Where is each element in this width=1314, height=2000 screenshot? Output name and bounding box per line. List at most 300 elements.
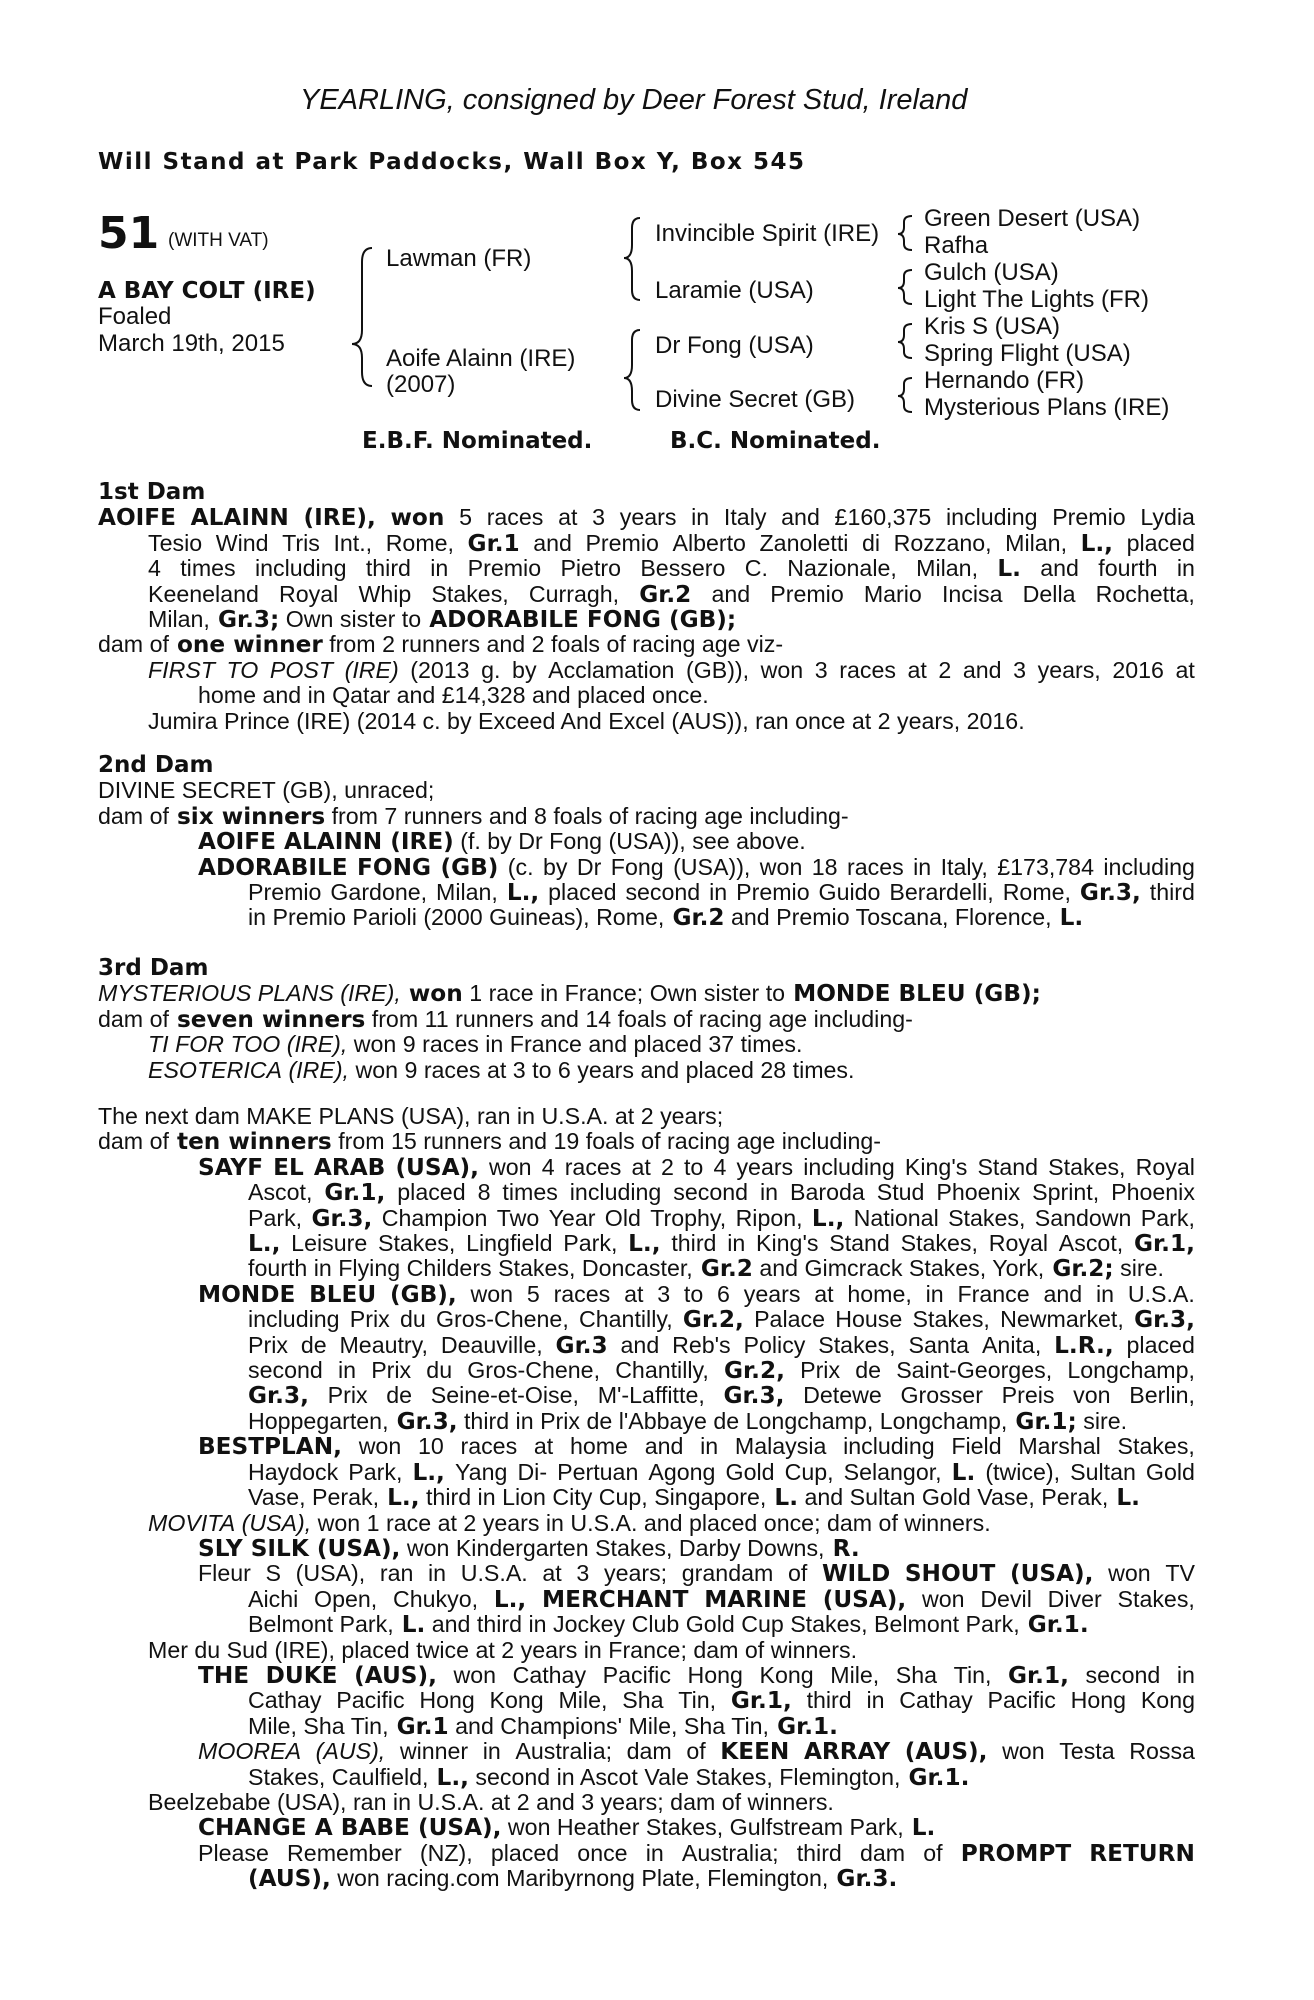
text-line	[98, 1815, 1195, 1840]
text-word: races	[460, 1433, 518, 1460]
text-line	[98, 1058, 1195, 1083]
text-word: 10	[417, 1433, 444, 1460]
bold-text: won	[390, 504, 445, 532]
bold-text: Gr.2,	[682, 1306, 744, 1334]
text-word: Two	[496, 1204, 540, 1231]
text-word: and	[536, 1788, 575, 1815]
text-word: Park,	[348, 1458, 403, 1485]
italic-text: TO	[226, 656, 259, 683]
text-word: to	[401, 606, 422, 633]
text-word: in	[515, 1407, 534, 1434]
text-word: Phoenix	[936, 1179, 1021, 1206]
bold-text: Gr.1;	[1015, 1407, 1077, 1435]
text-word: home	[569, 1433, 628, 1460]
bold-text: Gr.3.	[836, 1865, 898, 1893]
text-word: in	[540, 980, 559, 1007]
text-word: in	[1176, 1661, 1195, 1688]
bold-text: Gr.3,	[248, 1382, 309, 1410]
bold-text: (GB)	[440, 853, 499, 881]
text-word: 37	[708, 1031, 735, 1058]
brace-ds	[898, 324, 912, 358]
text-word: Aichi	[248, 1585, 299, 1612]
text-word: in	[337, 1357, 357, 1384]
text-word: runners	[403, 802, 483, 829]
text-word: 8	[477, 1179, 491, 1206]
text-word: Italy	[723, 504, 767, 531]
bold-text: (AUS),	[354, 1661, 437, 1689]
bold-text: RETURN	[1089, 1839, 1195, 1867]
text-word: Gros-Chene,	[467, 1357, 601, 1384]
section-title	[98, 480, 1195, 505]
lot-number: 51	[98, 208, 160, 259]
text-line	[98, 1383, 1195, 1408]
text-word: 11	[424, 1005, 449, 1032]
text-line	[98, 1206, 1195, 1231]
text-line	[98, 1714, 1195, 1739]
text-word: Lion	[502, 1484, 546, 1511]
text-word: placed	[548, 879, 617, 906]
text-word: de	[586, 1407, 613, 1434]
italic-text: POST	[269, 656, 334, 683]
text-word: Fong	[549, 828, 603, 855]
text-word: Longchamp,	[879, 1407, 1008, 1434]
bold-text: Gr.1.	[777, 1712, 838, 1740]
text-word: Hong	[1070, 1687, 1127, 1714]
text-word: (twice),	[985, 1458, 1061, 1485]
text-word: (USA)),	[673, 853, 751, 880]
text-word: and	[588, 1031, 628, 1058]
text-line	[98, 556, 1195, 581]
bold-text: Gr.2	[639, 580, 692, 608]
brace-sire-line	[624, 218, 640, 300]
text-word: Sultan	[1070, 1458, 1136, 1485]
text-word: years	[520, 1636, 578, 1663]
bold-text: Gr.3	[555, 1331, 608, 1359]
text-word: third	[806, 1687, 852, 1714]
text-word: Newmarket,	[1000, 1306, 1124, 1333]
text-word: in	[925, 1280, 944, 1307]
text-line	[98, 981, 1195, 1006]
text-word: dam	[670, 1788, 716, 1815]
bold-text: MONDE	[198, 1280, 296, 1308]
text-word: placed	[490, 1839, 560, 1866]
text-word: Chantilly,	[615, 1357, 709, 1384]
text-word: PLANS	[318, 1103, 395, 1129]
text-line	[98, 1663, 1195, 1688]
text-word: Guineas),	[489, 904, 590, 931]
text-word: Policy	[743, 1331, 806, 1358]
text-word: Nazionale,	[787, 555, 897, 582]
text-word: ran	[476, 1103, 511, 1129]
text-word: Cup,	[784, 1458, 834, 1485]
text-word: in	[477, 1484, 496, 1511]
bold-text: L.	[774, 1484, 799, 1512]
text-word: age	[768, 1005, 808, 1032]
text-word: Detewe	[803, 1382, 882, 1409]
text-word: of	[787, 1560, 808, 1587]
text-word: Singapore,	[654, 1484, 767, 1511]
text-word: Tin,	[953, 1661, 992, 1688]
text-word: including-	[813, 1005, 913, 1032]
text-word: King's	[904, 1153, 968, 1180]
bold-text: 3rd	[98, 955, 142, 981]
text-word: home,	[847, 1280, 912, 1307]
text-word: won	[470, 1280, 514, 1307]
text-word: Tesio	[148, 529, 203, 556]
text-word: and	[644, 1433, 684, 1460]
text-word: Heather	[556, 1814, 640, 1841]
text-word: Stakes,	[912, 1306, 990, 1333]
text-word: runners	[423, 1128, 502, 1155]
third-gen-4: Light The Lights (FR)	[924, 286, 1149, 313]
text-word: Remember	[287, 1839, 402, 1866]
text-word: c.	[422, 707, 441, 734]
text-word: Rome,	[596, 904, 665, 931]
bold-text: CHANGE	[198, 1814, 307, 1842]
text-word: ran	[352, 1788, 387, 1815]
text-word: years	[577, 1056, 634, 1083]
text-line	[98, 1129, 1195, 1154]
text-word: in	[645, 1839, 664, 1866]
text-word: Palace	[754, 1306, 825, 1333]
bold-text: (IRE)	[390, 828, 454, 856]
text-word: Tin,	[731, 1712, 769, 1739]
text-word: 4	[713, 1153, 727, 1180]
bold-text: Gr.1	[467, 529, 520, 557]
bold-text: won	[408, 980, 463, 1008]
stand-location: Will Stand at Park Paddocks, Wall Box Y, Box 545	[98, 149, 806, 175]
text-word: in	[556, 1763, 575, 1790]
text-word: France	[957, 1280, 1030, 1307]
text-word: Rozzano,	[893, 529, 992, 556]
text-word: by	[512, 656, 537, 683]
bold-text: winners	[261, 1005, 366, 1033]
text-word: Darby	[678, 1534, 741, 1561]
text-word: Park,	[849, 1814, 904, 1841]
text-word: Alberto	[672, 529, 746, 556]
text-word: (c.	[507, 853, 534, 880]
text-word: times.	[792, 1056, 855, 1083]
text-word: Australia;	[515, 1738, 613, 1765]
text-line	[98, 1866, 1195, 1891]
text-word: of	[608, 802, 629, 829]
bold-text: Dam	[154, 752, 214, 778]
text-word: Sud	[226, 1636, 268, 1663]
text-word: TV	[1165, 1560, 1195, 1587]
text-word: of	[673, 1005, 693, 1032]
bold-text: (USA),	[822, 1585, 907, 1613]
text-word: and	[620, 1331, 660, 1358]
text-line	[98, 1638, 1195, 1663]
text-line	[98, 1841, 1195, 1866]
text-word: £173,784	[997, 853, 1094, 880]
text-word: 4	[541, 1153, 555, 1180]
text-line	[98, 1333, 1195, 1358]
text-word: House	[835, 1306, 903, 1333]
bold-text: Dam	[146, 479, 206, 505]
text-word: of	[721, 1788, 742, 1815]
text-word: once.	[651, 682, 709, 709]
text-word: races	[486, 504, 544, 531]
bold-text: DUKE	[265, 1661, 338, 1689]
text-word: Berlin,	[1129, 1382, 1195, 1409]
text-word: Royal	[1135, 1153, 1195, 1180]
bold-text: Gr.1,	[324, 1179, 386, 1207]
text-word: at	[614, 1103, 635, 1129]
text-word: in	[430, 555, 449, 582]
bold-text: WILD	[821, 1560, 891, 1588]
text-word: winner	[399, 1738, 469, 1765]
bold-text: Gr.3,	[311, 1204, 373, 1232]
text-word: 18	[811, 853, 838, 880]
text-word: Pertuan	[557, 1458, 639, 1485]
text-word: of	[923, 1839, 943, 1866]
bold-text: SHOUT	[904, 1560, 996, 1588]
text-word: Stakes,	[645, 1814, 724, 1841]
text-word: Malaysia	[734, 1433, 827, 1460]
text-word: Keeneland	[148, 580, 259, 607]
text-word: 5	[526, 1280, 540, 1307]
text-word: Stakes,	[908, 1255, 987, 1282]
third-gen-7: Hernando (FR)	[924, 367, 1085, 394]
text-word: racing.com	[386, 1865, 500, 1892]
text-line	[98, 1155, 1195, 1180]
text-word: and	[711, 580, 751, 607]
text-word: Champions'	[500, 1712, 623, 1739]
text-word: Trophy,	[650, 1204, 727, 1231]
section-title	[98, 753, 1195, 778]
text-word: Della	[1022, 580, 1076, 607]
text-word: Old	[604, 1204, 641, 1231]
text-word: at	[437, 1509, 457, 1536]
text-word: Stakes,	[378, 1230, 456, 1257]
text-line	[98, 632, 1195, 657]
text-word: dam	[98, 1128, 144, 1155]
dam-name: Aoife Alainn (IRE)	[386, 345, 576, 372]
bold-text: ARRAY	[803, 1738, 891, 1766]
text-word: Ascot,	[1058, 1230, 1124, 1257]
text-word: in	[709, 879, 728, 906]
text-word: Incisa	[941, 580, 1003, 607]
text-word: Sultan	[849, 1484, 916, 1511]
bold-text: (AUS),	[248, 1865, 331, 1893]
text-word: Tris	[282, 529, 320, 556]
text-word: years,	[1037, 656, 1101, 683]
brace-sd	[898, 270, 912, 304]
text-word: Di-	[517, 1458, 548, 1485]
text-word: Wind	[215, 529, 269, 556]
text-word: Pacific	[987, 1687, 1056, 1714]
text-word: and	[640, 1056, 680, 1083]
text-word: dam	[194, 1103, 240, 1129]
italic-text: TOO	[230, 1031, 281, 1058]
bold-text: Gr.2	[672, 904, 725, 932]
text-word: Pacific	[336, 1687, 405, 1714]
text-word: Kong	[489, 1687, 544, 1714]
text-word: home	[198, 682, 257, 709]
text-word: Park,	[248, 1204, 303, 1231]
bold-text: six	[176, 802, 214, 830]
italic-text: (IRE)	[344, 656, 399, 683]
bold-text: Gr.3,	[1134, 1306, 1195, 1334]
text-word: second	[625, 879, 701, 906]
bold-text: ADORABILE	[198, 853, 348, 881]
text-word: Sprint,	[1032, 1179, 1100, 1206]
text-word: (USA),	[400, 1103, 471, 1129]
text-word: Berardelli,	[889, 879, 994, 906]
text-word: Own	[285, 606, 334, 633]
bold-text: (GB);	[973, 980, 1041, 1008]
text-word: Stakes,	[248, 1763, 326, 1790]
text-word: Testa	[1059, 1738, 1115, 1765]
text-word: above.	[736, 828, 806, 855]
text-word: 14	[585, 1005, 612, 1032]
bold-text: ALAINN	[190, 504, 289, 532]
text-word: third	[463, 1407, 510, 1434]
text-word: Club	[631, 1611, 680, 1638]
text-word: races	[423, 1056, 481, 1083]
text-word: of	[149, 802, 169, 829]
text-word: at	[558, 504, 578, 531]
italic-text: (USA),	[241, 1509, 312, 1536]
text-word: Prix	[540, 1407, 580, 1434]
text-word: Ripon,	[735, 1204, 803, 1231]
text-word: York,	[992, 1255, 1045, 1282]
text-word: including-	[781, 1128, 881, 1155]
text-line	[98, 1739, 1195, 1764]
text-word: in	[727, 1230, 746, 1257]
text-word: Kong	[1140, 1687, 1195, 1714]
text-word: dam	[626, 1738, 672, 1765]
text-word: Stakes,	[900, 1230, 978, 1257]
text-line	[98, 855, 1195, 880]
text-word: Rochetta,	[1095, 580, 1195, 607]
text-word: Stakes,	[431, 580, 509, 607]
brace-dd	[898, 378, 912, 412]
text-line	[98, 1561, 1195, 1586]
brace-dam-line	[624, 330, 640, 410]
bold-text: Gr.1,	[1133, 1230, 1195, 1258]
text-word: Vase,	[977, 1484, 1035, 1511]
text-word: in	[392, 1788, 411, 1815]
text-word: in	[545, 1509, 564, 1536]
text-word: 2	[660, 1153, 674, 1180]
text-word: Gulfstream	[729, 1814, 844, 1841]
text-word: won	[921, 1585, 965, 1612]
text-word: Cathay	[512, 1661, 587, 1688]
text-word: times	[502, 1179, 558, 1206]
text-word: 3	[592, 504, 606, 531]
text-word: Perak,	[1041, 1484, 1109, 1511]
text-line	[98, 1790, 1195, 1815]
text-word: foals	[553, 802, 603, 829]
text-word: races	[846, 853, 904, 880]
text-word: Park,	[965, 1611, 1020, 1638]
text-word: race	[488, 980, 534, 1007]
text-word: fourth	[1098, 555, 1158, 582]
bold-text: L.,	[506, 879, 540, 907]
bold-text: ADORABILE	[429, 606, 579, 634]
text-word: Santa	[908, 1331, 970, 1358]
text-word: placed	[685, 1056, 754, 1083]
bold-text: MARINE	[704, 1585, 807, 1613]
text-word: of	[686, 1738, 706, 1765]
text-word: sire.	[1120, 1255, 1164, 1282]
text-word: and	[455, 1712, 494, 1739]
bold-text: Gr.3,	[1079, 879, 1141, 907]
bold-text: Gr.2	[700, 1255, 753, 1283]
text-word: won	[337, 1865, 380, 1892]
text-word: Yang	[454, 1458, 508, 1485]
text-line	[98, 1434, 1195, 1459]
bold-text: 1st	[98, 479, 139, 505]
text-word: of	[878, 1509, 898, 1536]
text-word: Milan,	[916, 555, 979, 582]
text-word: and	[540, 1005, 579, 1032]
text-line	[98, 1256, 1195, 1281]
text-word: viz-	[746, 631, 784, 658]
text-word: years,	[897, 707, 961, 734]
text-word: runners	[401, 631, 481, 658]
text-word: di	[862, 529, 881, 556]
text-word: Flying	[338, 1255, 401, 1282]
text-word: Phoenix	[1111, 1179, 1195, 1206]
text-word: dam	[98, 802, 144, 829]
text-word: Premio	[248, 879, 322, 906]
text-word: foals	[585, 1128, 635, 1155]
text-word: to	[532, 1056, 552, 1083]
text-word: won	[317, 1509, 361, 1536]
text-word: Devil	[980, 1585, 1032, 1612]
text-word: Longchamp,	[1067, 1357, 1195, 1384]
text-word: Field	[951, 1433, 1002, 1460]
text-word: Sha	[303, 1712, 345, 1739]
dam-year: (2007)	[386, 371, 456, 398]
bold-text: Gr.1	[396, 1712, 449, 1740]
bold-text: BESTPLAN,	[198, 1433, 342, 1461]
text-word: Zanoletti	[759, 529, 849, 556]
text-word: Premio	[272, 904, 346, 931]
text-word: at	[1175, 656, 1195, 683]
text-word: 2	[877, 707, 891, 734]
text-word: Stud	[876, 1179, 925, 1206]
text-word: second	[248, 1357, 323, 1384]
section-title	[98, 956, 1195, 981]
text-word: of	[641, 1128, 661, 1155]
text-word: at	[475, 1636, 495, 1663]
text-word: in	[1095, 1280, 1115, 1307]
text-word: Please	[198, 1839, 269, 1866]
text-word: and	[533, 529, 572, 556]
text-word: Doncaster,	[581, 1255, 693, 1282]
text-word: de	[386, 1382, 413, 1409]
text-word: Beelzebabe	[148, 1788, 271, 1815]
bold-text: Gr.1.	[1027, 1611, 1089, 1639]
bold-text: (USA),	[1009, 1560, 1094, 1588]
text-word: and	[731, 904, 770, 931]
text-word: Ascot	[579, 1763, 638, 1790]
text-line	[98, 1007, 1195, 1032]
text-word: Year	[548, 1204, 596, 1231]
text-word: Hong	[687, 1661, 743, 1688]
italic-text: MYSTERIOUS	[98, 980, 252, 1007]
text-word: Deauville,	[440, 1331, 543, 1358]
text-word: (IRE),	[274, 1636, 335, 1663]
text-word: racing	[632, 631, 696, 658]
text-word: in	[307, 682, 326, 709]
text-word: won	[759, 853, 803, 880]
text-word: 2	[938, 656, 952, 683]
